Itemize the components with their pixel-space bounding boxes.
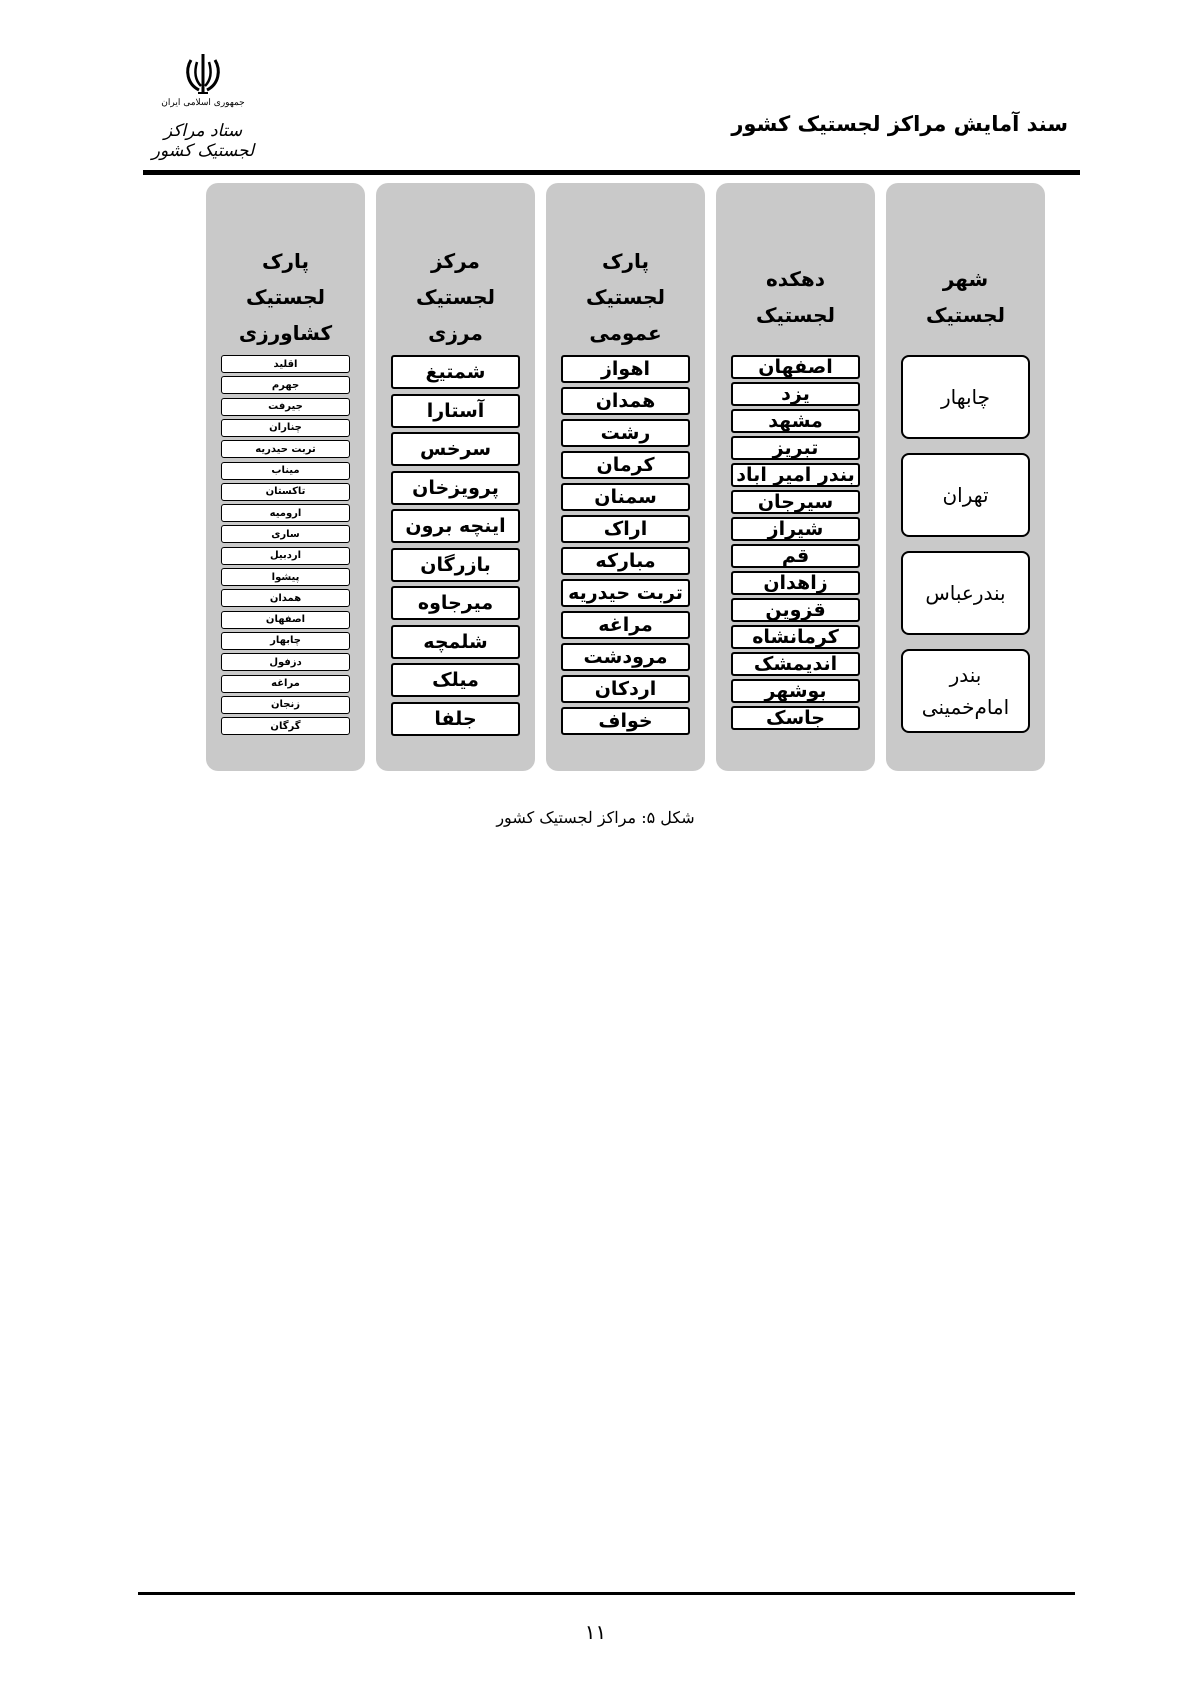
list-item: زنجان bbox=[221, 696, 350, 714]
list-item: تربت حیدریه bbox=[221, 440, 350, 458]
column-title: پارک لجستیک کشاورزی bbox=[238, 249, 333, 345]
iran-emblem-icon bbox=[184, 52, 222, 96]
logo-line-2: ستاد مراکز لجستیک کشور bbox=[151, 121, 255, 161]
list-item: جهرم bbox=[221, 376, 350, 394]
list-item: بوشهر bbox=[731, 679, 860, 703]
column-logistics-city bbox=[886, 183, 1045, 771]
header-rule bbox=[143, 170, 1080, 175]
list-item: مراغه bbox=[221, 675, 350, 693]
list-item: بازرگان bbox=[391, 548, 520, 582]
list-item: گرگان bbox=[221, 717, 350, 735]
column-title: مرکز لجستیک مرزی bbox=[415, 249, 496, 345]
list-item: اراک bbox=[561, 515, 690, 543]
list-item: مراغه bbox=[561, 611, 690, 639]
list-item: اردبیل bbox=[221, 547, 350, 565]
list-item: چناران bbox=[221, 419, 350, 437]
list-item: بندر امیر اباد bbox=[731, 463, 860, 487]
document-title: سند آمایش مراکز لجستیک کشور bbox=[731, 112, 1068, 136]
list-item: اندیمشک bbox=[731, 652, 860, 676]
column-public-logistics-park bbox=[546, 183, 705, 771]
footer-rule bbox=[138, 1592, 1075, 1595]
list-item: ساری bbox=[221, 525, 350, 543]
list-item: اردکان bbox=[561, 675, 690, 703]
list-item: جلفا bbox=[391, 702, 520, 736]
header-logo bbox=[148, 48, 258, 161]
list-item: قزوین bbox=[731, 598, 860, 622]
list-item: سرخس bbox=[391, 432, 520, 466]
list-item: قم bbox=[731, 544, 860, 568]
list-item: اصفهان bbox=[221, 611, 350, 629]
list-item: تبریز bbox=[731, 436, 860, 460]
list-item: جاسک bbox=[731, 706, 860, 730]
list-item: تربت حیدریه bbox=[561, 579, 690, 607]
page-number: ۱۱ bbox=[584, 1620, 607, 1644]
list-item: بندر امام‌خمینی bbox=[901, 649, 1030, 733]
list-item: پیشوا bbox=[221, 568, 350, 586]
list-item: یزد bbox=[731, 382, 860, 406]
list-item: تاکستان bbox=[221, 483, 350, 501]
list-item: چابهار bbox=[221, 632, 350, 650]
list-item: شیراز bbox=[731, 517, 860, 541]
list-item: پرویزخان bbox=[391, 471, 520, 505]
list-item: شمتیغ bbox=[391, 355, 520, 389]
figure-caption: شکل ۵: مراکز لجستیک کشور bbox=[496, 808, 695, 827]
list-item: بندرعباس bbox=[901, 551, 1030, 635]
list-item: مبارکه bbox=[561, 547, 690, 575]
column-border-logistics-center bbox=[376, 183, 535, 771]
column-agricultural-logistics-park bbox=[206, 183, 365, 771]
list-item: مرودشت bbox=[561, 643, 690, 671]
list-item: همدان bbox=[561, 387, 690, 415]
list-item: اصفهان bbox=[731, 355, 860, 379]
list-item: اقلید bbox=[221, 355, 350, 373]
list-item: رشت bbox=[561, 419, 690, 447]
list-item: خواف bbox=[561, 707, 690, 735]
list-item: چابهار bbox=[901, 355, 1030, 439]
list-item: آستارا bbox=[391, 394, 520, 428]
list-item: کرمانشاه bbox=[731, 625, 860, 649]
list-item: سمنان bbox=[561, 483, 690, 511]
list-item: میرجاوه bbox=[391, 586, 520, 620]
logo-line-1: جمهوری اسلامی ایران bbox=[161, 98, 245, 108]
column-title: دهکده لجستیک bbox=[755, 267, 836, 327]
list-item: سیرجان bbox=[731, 490, 860, 514]
column-title: پارک لجستیک عمومی bbox=[585, 249, 666, 345]
list-item: جیرفت bbox=[221, 398, 350, 416]
list-item: همدان bbox=[221, 589, 350, 607]
list-item: دزفول bbox=[221, 653, 350, 671]
list-item: میلک bbox=[391, 663, 520, 697]
column-logistics-village bbox=[716, 183, 875, 771]
list-item: اهواز bbox=[561, 355, 690, 383]
list-item: شلمچه bbox=[391, 625, 520, 659]
column-title: شهر لجستیک bbox=[925, 267, 1006, 327]
list-item: کرمان bbox=[561, 451, 690, 479]
list-item: ارومیه bbox=[221, 504, 350, 522]
list-item: زاهدان bbox=[731, 571, 860, 595]
list-item: مشهد bbox=[731, 409, 860, 433]
list-item: میناب bbox=[221, 462, 350, 480]
list-item: اینچه برون bbox=[391, 509, 520, 543]
list-item: تهران bbox=[901, 453, 1030, 537]
